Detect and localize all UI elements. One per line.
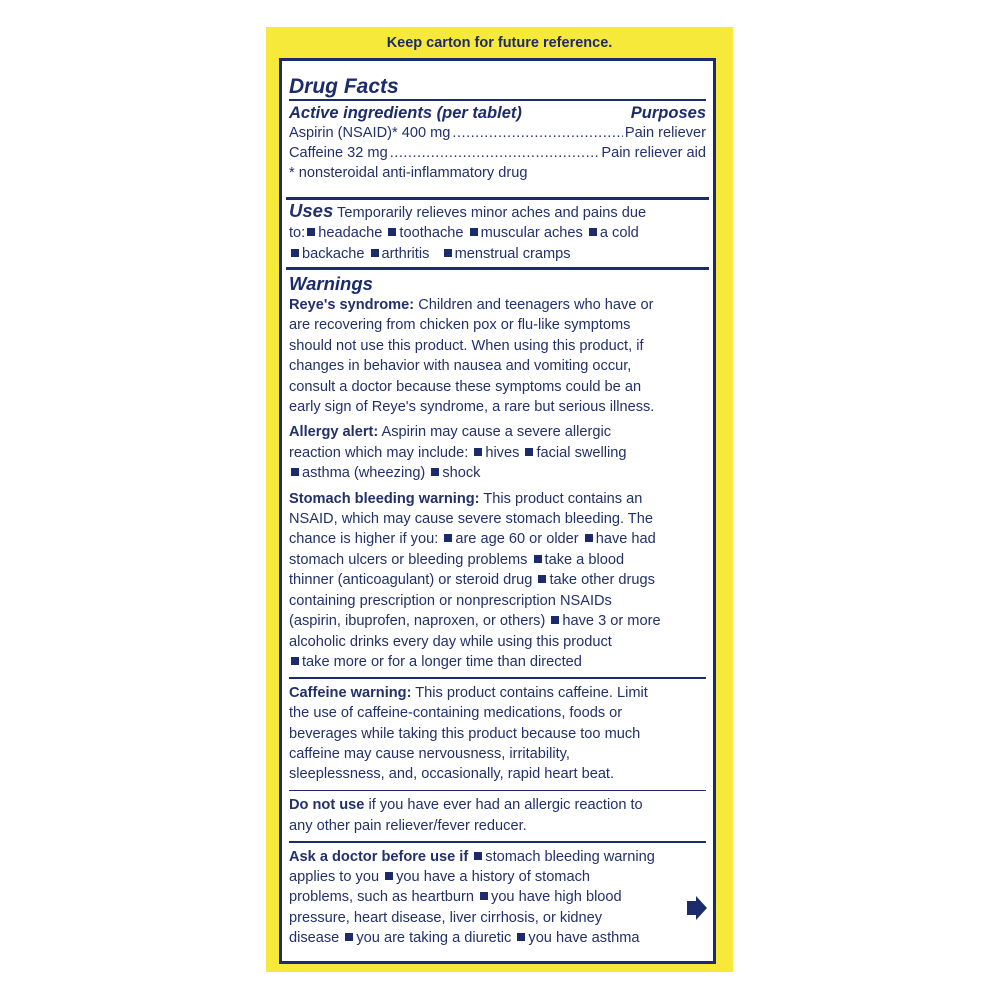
do-not-use-paragraph	[289, 795, 706, 836]
paragraph-divider	[289, 841, 706, 843]
caffeine-heading: Caffeine warning:	[289, 684, 412, 701]
ask-doctor-item: disease	[289, 930, 340, 947]
stomach-item: containing prescription or nonprescription NSAIDs	[289, 592, 612, 609]
use-item: a cold	[599, 225, 639, 242]
reye-syndrome-paragraph	[289, 295, 706, 417]
purposes-heading: Purposes	[630, 103, 706, 122]
uses-to: to:	[289, 225, 306, 242]
bullet-icon	[371, 249, 379, 257]
allergy-text: reaction which may include:	[289, 444, 469, 461]
ingredient-row	[289, 123, 706, 143]
use-item: menstrual cramps	[454, 245, 571, 262]
use-item: arthritis	[381, 245, 430, 262]
stomach-item: (aspirin, ibuprofen, naproxen, or others)	[289, 613, 546, 630]
bullet-icon	[480, 892, 488, 900]
uses-title: Uses	[289, 200, 334, 221]
ingredient-purpose: Pain reliever aid	[601, 144, 706, 161]
use-item: backache	[302, 245, 365, 262]
drug-facts-section	[289, 76, 706, 183]
bullet-icon	[307, 228, 315, 236]
do-not-use-heading: Do not use	[289, 797, 365, 814]
ask-doctor-heading: Ask a doctor before use if	[289, 848, 469, 865]
bullet-icon	[385, 872, 393, 880]
uses-section	[289, 201, 706, 264]
reye-text: changes in behavior with nausea and vomiting occur,	[289, 358, 632, 375]
stomach-item: take a blood	[544, 551, 625, 568]
bullet-icon	[291, 249, 299, 257]
leader-dots	[452, 123, 622, 143]
bullet-icon	[525, 448, 533, 456]
active-ingredients-heading: Active ingredients (per tablet)	[289, 103, 522, 122]
ask-doctor-item: applies to you	[289, 869, 380, 886]
do-not-use-text: if you have ever had an allergic reaction to	[368, 797, 643, 814]
reye-text: early sign of Reye's syndrome, a rare but serious illness.	[289, 399, 655, 416]
reye-text: Children and teenagers who have or	[418, 297, 654, 313]
bullet-icon	[551, 616, 559, 624]
stomach-item: take other drugs	[549, 572, 655, 589]
stomach-bleeding-paragraph	[289, 489, 706, 673]
allergy-item: shock	[442, 465, 481, 482]
caffeine-warning-paragraph	[289, 683, 706, 785]
caffeine-text: This product contains caffeine. Limit	[415, 684, 648, 701]
leader-dots	[390, 143, 600, 163]
keep-carton-notice: Keep carton for future reference.	[386, 35, 613, 51]
use-item: headache	[318, 225, 383, 242]
ask-doctor-item: you have high blood	[491, 889, 622, 906]
ask-doctor-item: you have a history of stomach	[396, 869, 590, 886]
stomach-item: thinner (anticoagulant) or steroid drug	[289, 572, 533, 589]
allergy-item: asthma (wheezing)	[302, 465, 426, 482]
allergy-heading: Allergy alert:	[289, 424, 379, 441]
drug-facts-title: Drug Facts	[289, 75, 399, 98]
use-item: toothache	[399, 225, 464, 242]
stomach-item: have had	[595, 531, 656, 548]
bullet-icon	[444, 249, 452, 257]
bullet-icon	[534, 555, 542, 563]
bullet-icon	[345, 933, 353, 941]
caffeine-text: the use of caffeine-containing medications, foods or	[289, 705, 623, 722]
bullet-icon	[474, 852, 482, 860]
stomach-text: chance is higher if you:	[289, 531, 439, 548]
ask-doctor-item: pressure, heart disease, liver cirrhosis, or kidney	[289, 909, 603, 926]
stomach-text: NSAID, which may cause severe stomach bleeding. The	[289, 511, 653, 528]
section-divider	[286, 197, 709, 200]
drug-facts-panel	[279, 58, 716, 964]
use-item: muscular aches	[480, 225, 583, 242]
reye-text: consult a doctor because these symptoms could be an	[289, 378, 642, 395]
uses-intro: Temporarily relieves minor aches and pains due	[337, 205, 647, 221]
do-not-use-text: any other pain reliever/fever reducer.	[289, 817, 527, 834]
stomach-item: take more or for a longer time than directed	[302, 653, 582, 670]
bullet-icon	[589, 228, 597, 236]
caffeine-text: sleeplessness, and, occasionally, rapid heart beat.	[289, 766, 615, 783]
stomach-item: stomach ulcers or bleeding problems	[289, 551, 528, 568]
ask-doctor-paragraph	[289, 847, 706, 949]
warnings-section	[289, 273, 706, 954]
ingredient-purpose: Pain reliever	[624, 124, 706, 141]
bullet-icon	[517, 933, 525, 941]
continue-arrow-icon	[686, 895, 708, 921]
paragraph-divider	[289, 790, 706, 792]
active-ingredients-header	[289, 103, 706, 123]
footnote: * nonsteroidal anti-inflammatory drug	[289, 164, 528, 181]
ingredient-name: Caffeine 32 mg	[289, 144, 388, 161]
stomach-heading: Stomach bleeding warning:	[289, 490, 480, 507]
ask-doctor-item: problems, such as heartburn	[289, 889, 474, 906]
bullet-icon	[585, 534, 593, 542]
reye-text: are recovering from chicken pox or flu-like symptoms	[289, 317, 631, 334]
allergy-item: facial swelling	[536, 444, 627, 461]
stomach-item: are age 60 or older	[455, 531, 579, 548]
ingredient-row	[289, 143, 706, 163]
caffeine-text: beverages while taking this product because too much	[289, 725, 641, 742]
stomach-text: This product contains an	[483, 490, 643, 507]
paragraph-divider	[289, 677, 706, 679]
allergy-text: Aspirin may cause a severe allergic	[381, 424, 612, 441]
bullet-icon	[291, 468, 299, 476]
bullet-icon	[431, 468, 439, 476]
reye-heading: Reye's syndrome:	[289, 297, 415, 313]
carton-panel	[266, 27, 733, 972]
reye-text: should not use this product. When using this product, if	[289, 337, 644, 354]
warnings-title: Warnings	[289, 273, 373, 294]
allergy-item: hives	[485, 444, 520, 461]
allergy-alert-paragraph	[289, 422, 706, 483]
bullet-icon	[388, 228, 396, 236]
ask-doctor-item: stomach bleeding warning	[485, 848, 655, 865]
ingredient-name: Aspirin (NSAID)* 400 mg	[289, 124, 451, 141]
bullet-icon	[474, 448, 482, 456]
stomach-item: have 3 or more	[562, 613, 661, 630]
bullet-icon	[470, 228, 478, 236]
bullet-icon	[291, 657, 299, 665]
caffeine-text: caffeine may cause nervousness, irritability,	[289, 746, 570, 763]
bullet-icon	[538, 575, 546, 583]
section-divider	[286, 267, 709, 270]
ask-doctor-item: you have asthma	[528, 930, 640, 947]
bullet-icon	[444, 534, 452, 542]
title-rule	[289, 99, 706, 101]
ask-doctor-item: you are taking a diuretic	[356, 930, 512, 947]
stomach-item: alcoholic drinks every day while using this product	[289, 633, 612, 650]
